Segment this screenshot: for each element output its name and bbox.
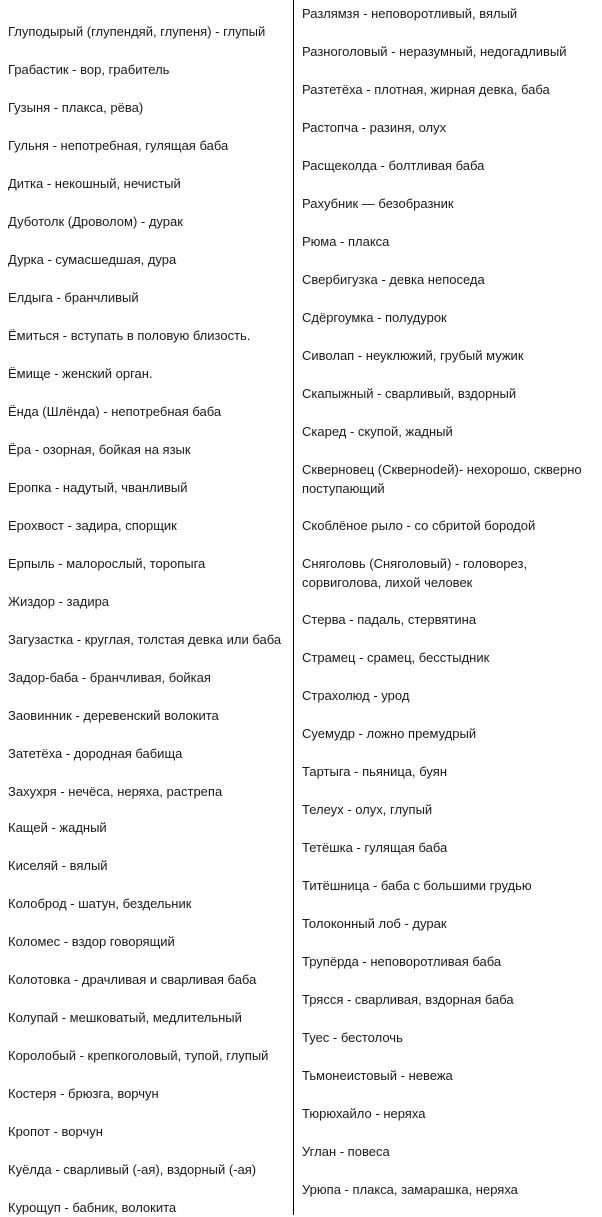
right-column-entry: Урюпа - плакса, замарашка, неряха bbox=[302, 1182, 518, 1197]
right-column-entry: Разтетёха - плотная, жирная девка, баба bbox=[302, 82, 550, 97]
right-column-entry: Страхолюд - урод bbox=[302, 688, 410, 703]
right-column-entry: Расщеколда - болтливая баба bbox=[302, 158, 485, 173]
right-column-entry: Тьмонеистовый - невежа bbox=[302, 1068, 453, 1083]
right-column-entry: Суемудр - ложно премудрый bbox=[302, 726, 477, 741]
left-column-entry: Заовинник - деревенский волокита bbox=[8, 708, 219, 723]
left-column-entry: Кропот - ворчун bbox=[8, 1124, 103, 1139]
left-column-entry: Жиздор - задира bbox=[8, 594, 110, 609]
right-column-entry: Разлямзя - неповоротливый, вялый bbox=[302, 6, 518, 21]
left-column-entry: Захухря - нечёса, неряха, растрепа bbox=[8, 784, 223, 799]
left-column-entry: Костеря - брюзга, ворчун bbox=[8, 1086, 159, 1101]
left-column-entry: Грабастик - вор, грабитель bbox=[8, 62, 170, 77]
right-column-entry: Стерва - падаль, стервятина bbox=[302, 612, 477, 627]
left-column-entry: Дитка - некошный, нечистый bbox=[8, 176, 181, 191]
right-column-entry: Растопча - разиня, олух bbox=[302, 120, 447, 135]
right-column-entry: Тюрюхайло - неряха bbox=[302, 1106, 426, 1121]
right-column-entry: Скаред - скупой, жадный bbox=[302, 424, 453, 439]
left-column-entry: Дурка - сумасшедшая, дура bbox=[8, 252, 177, 267]
left-column-entry: Киселяй - вялый bbox=[8, 858, 108, 873]
right-column bbox=[294, 0, 602, 1215]
right-column-entry: Страмец - срамец, бесстыдник bbox=[302, 650, 490, 665]
right-column-entry: Рюма - плакса bbox=[302, 234, 390, 249]
right-column-entry: Сняголовь (Сняголовый) - головорез, сорвиголова, лихой человек bbox=[302, 556, 528, 590]
left-column-entry: Гузыня - плакса, рёва) bbox=[8, 100, 144, 115]
left-column-entry: Коломес - вздор говорящий bbox=[8, 934, 175, 949]
left-column-entry: Гульня - непотребная, гулящая баба bbox=[8, 138, 229, 153]
left-column-entry: Королобый - крепкоголовый, тупой, глупый bbox=[8, 1048, 269, 1063]
right-column-entry: Сдёргоумка - полудурок bbox=[302, 310, 447, 325]
left-column-entry: Колотовка - драчливая и сварливая баба bbox=[8, 972, 257, 987]
right-column-entry: Трясся - сварливая, вздорная баба bbox=[302, 992, 514, 1007]
right-column-entry: Скоблёное рыло - со сбритой бородой bbox=[302, 518, 536, 533]
left-column-entry: Загузастка - круглая, толстая девка или баба bbox=[8, 632, 282, 647]
right-column-entry: Углан - повеса bbox=[302, 1144, 390, 1159]
right-column-entry: Телеух - олух, глупый bbox=[302, 802, 433, 817]
left-column-entry: Ёмище - женский орган. bbox=[8, 366, 153, 381]
left-column-entry: Задор-баба - бранчливая, бойкая bbox=[8, 670, 211, 685]
right-column-entry: Скапыжный - сварливый, вздорный bbox=[302, 386, 517, 401]
right-column-entry: Сиволап - неуклюжий, грубый мужик bbox=[302, 348, 524, 363]
right-column-entry: Разноголовый - неразумный, недогадливый bbox=[302, 44, 567, 59]
left-column-entry: Ёра - озорная, бойкая на язык bbox=[8, 442, 191, 457]
right-column-entry: Трупёрда - неповоротливая баба bbox=[302, 954, 502, 969]
right-column-entry: Рахубник — безобразник bbox=[302, 196, 454, 211]
left-column-entry: Ерохвост - задира, спорщик bbox=[8, 518, 177, 533]
left-column-entry: Дуботолк (Дроволом) - дурак bbox=[8, 214, 183, 229]
left-column-entry: Ёнда (Шлёнда) - непотребная баба bbox=[8, 404, 222, 419]
left-column-entry: Ёмиться - вступать в половую близость. bbox=[8, 328, 251, 343]
left-column-entry: Колупай - мешковатый, медлительный bbox=[8, 1010, 242, 1025]
right-column-entry: Толоконный лоб - дурак bbox=[302, 916, 447, 931]
left-column-entry: Колоброд - шатун, бездельник bbox=[8, 896, 192, 911]
right-column-entry: Тартыга - пьяница, буян bbox=[302, 764, 447, 779]
right-column-entry: Титёшница - баба с большими грудью bbox=[302, 878, 532, 893]
left-column-entry: Куёлда - сварливый (-ая), вздорный (-ая) bbox=[8, 1162, 257, 1177]
left-column-entry: Курощуп - бабник, волокита bbox=[8, 1200, 177, 1215]
right-column-entry: Туес - бестолочь bbox=[302, 1030, 403, 1045]
left-column bbox=[0, 0, 294, 1215]
left-column-entry: Еропка - надутый, чванливый bbox=[8, 480, 188, 495]
left-column-entry: Ерпыль - малорослый, торопыга bbox=[8, 556, 206, 571]
left-column-entry: Елдыга - бранчливый bbox=[8, 290, 139, 305]
right-column-entry: Скверновец (Скверноdей)- нехорошо, скверно поступающий bbox=[302, 462, 582, 496]
left-column-entry: Затетёха - дородная бабища bbox=[8, 746, 183, 761]
right-column-entry: Свербигузка - девка непоседа bbox=[302, 272, 485, 287]
left-column-entry: Глуподырый (глупендяй, глупеня) - глупый bbox=[8, 24, 266, 39]
right-column-entry: Тетёшка - гулящая баба bbox=[302, 840, 448, 855]
left-column-entry: Кащей - жадный bbox=[8, 820, 107, 835]
